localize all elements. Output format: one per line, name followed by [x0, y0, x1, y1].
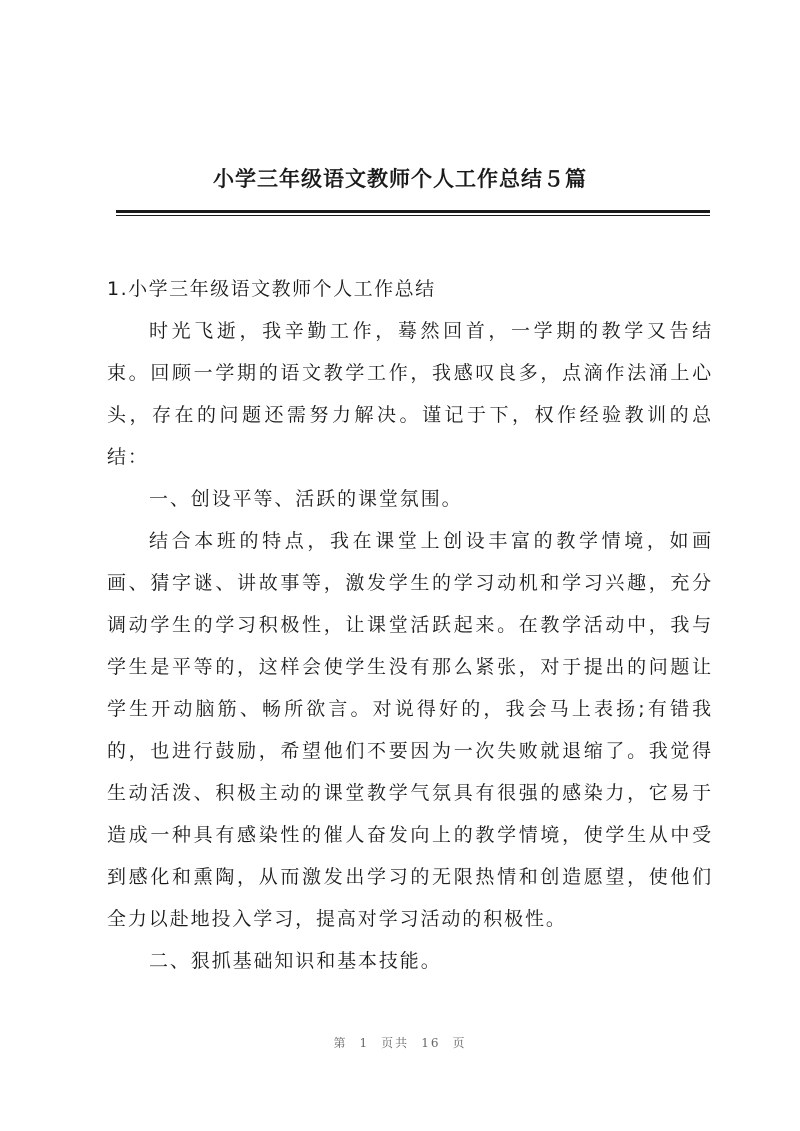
document-body [107, 268, 713, 982]
section-heading: 1.小学三年级语文教师个人工作总结 [107, 278, 436, 300]
paragraph-intro: 时光飞逝，我辛勤工作，蓦然回首，一学期的教学又告结束。回顾一学期的语文教学工作，我感叹良多，点滴作法涌上心头，存在的问题还需努力解决。谨记于下，权作经验教训的总结： [107, 320, 713, 468]
subheading-two: 二、狠抓基础知识和基本技能。 [149, 950, 442, 972]
footer-suffix: 页 [452, 1036, 467, 1050]
title-underline-thin [116, 215, 710, 216]
footer-page-number: 1 [359, 1036, 370, 1050]
page-footer [0, 1034, 800, 1051]
paragraph-classroom: 结合本班的特点，我在课堂上创设丰富的教学情境，如画画、猜字谜、讲故事等，激发学生的学习动机和学习兴趣，充分调动学生的学习积极性，让课堂活跃起来。在教学活动中，我与学生是平等的，这样会使学生没有那么紧张，对于提出的问题让学生开动脑筋、畅所欲言。对说得好的，我会马上表扬;有错我的，也进行鼓励，希望他们不要因为一次失败就退缩了。我觉得生动活泼、积极主动的课堂教学气氛具有很强的感染力，它易于造成一种具有感染性的催人奋发向上的教学情境，使学生从中受到感化和熏陶，从而激发出学习的无限热情和创造愿望，使他们全力以赴地投入学习，提高对学习活动的积极性。 [107, 530, 713, 930]
title-underline-thick [116, 210, 710, 213]
subheading-one: 一、创设平等、活跃的课堂氛围。 [149, 488, 463, 510]
footer-total-pages: 16 [421, 1036, 441, 1050]
document-title: 小学三年级语文教师个人工作总结５篇 [213, 166, 587, 191]
footer-prefix: 第 [333, 1036, 348, 1050]
footer-middle: 页共 [381, 1036, 410, 1050]
